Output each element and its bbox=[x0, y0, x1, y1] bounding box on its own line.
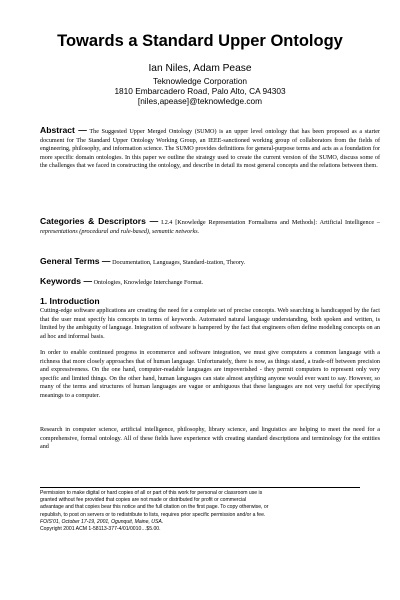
categories-heading: Categories & Descriptors — bbox=[40, 216, 159, 226]
permission-line: granted without fee provided that copies are not made or distributed for profit or commercial bbox=[40, 497, 247, 504]
introduction-heading: 1. Introduction bbox=[40, 296, 100, 306]
affiliation-address: 1810 Embarcadero Road, Palo Alto, CA 94303 bbox=[114, 86, 286, 96]
general-terms-section bbox=[40, 257, 380, 268]
permission-line: Permission to make digital or hard copies of all or part of this work for personal or classroom use is bbox=[40, 490, 263, 496]
copyright-notice: Copyright 2001 ACM 1-58113-377-4/01/0010…$5.00. bbox=[40, 526, 161, 533]
keywords-heading: Keywords — bbox=[40, 276, 93, 286]
introduction-paragraph-2: In order to enable continued progress in ecommerce and software integration, we must give computers a common language with a richness that more closely approaches that of human language. Unfortunately, there is now, as things stand, a trade-off between precision and expressiveness. On the one hand, computer-readable languages are impoverished - they permit computers to represent only very specific and limited things. On the other hand, human languages can state almost anything anyone would ever want to say. However, so many of the terms and structures of human languages are vague or ambiguous that these languages are not very useful for specifying meanings to a computer. bbox=[40, 350, 380, 399]
footer-divider bbox=[40, 487, 360, 488]
author-email: [niles,apease]@teknowledge.com bbox=[137, 96, 263, 106]
categories-text: I.2.4 [Knowledge Representation Formalisms and Methods]: Artificial Intelligence – bbox=[158, 220, 381, 226]
introduction-paragraph-1: Cutting-edge software applications are creating the need for a complete set of precise concepts. Web searching is handicapped by the fact that the user must specify his concepts in terms of keywords. Automated natural language understanding, both spoken and written, is limited by the ambiguity of language. Integration of software is hampered by the fact that engineers often define modeling concepts on an ad hoc and informal basis. bbox=[40, 308, 380, 340]
abstract-heading: Abstract — bbox=[40, 125, 87, 135]
general-terms-heading: General Terms — bbox=[40, 256, 111, 266]
author-names: Ian Niles, Adam Pease bbox=[148, 63, 252, 74]
categories-section bbox=[40, 217, 380, 236]
permission-footer bbox=[40, 490, 360, 533]
permission-line: advantage and that copies bear this notice and the full citation on the first page. To copy otherwise, or bbox=[40, 504, 269, 511]
conference-venue: FOIS’01, October 17-19, 2001, Ogunquit, Maine, USA. bbox=[40, 518, 164, 525]
permission-line: republish, to post on servers or to redistribute to lists, requires prior specific permission and/or a fee. bbox=[40, 511, 266, 518]
abstract-section bbox=[40, 126, 380, 171]
keywords-section bbox=[40, 277, 380, 288]
general-terms-text: Documentation, Languages, Standard-ization, Theory. bbox=[110, 260, 246, 266]
paper-title: Towards a Standard Upper Ontology bbox=[57, 32, 343, 50]
introduction-paragraph-3: Research in computer science, artificial intelligence, philosophy, library science, and linguistics are helping to meet the need for a comprehensive, formal ontology. All of these fields have experience with creating standard descriptions and terminology for the entities and bbox=[40, 427, 380, 451]
categories-italic-text: representations (procedural and rule-based), semantic networks. bbox=[40, 228, 200, 235]
keywords-text: Ontologies, Knowledge Interchange Format. bbox=[92, 280, 204, 286]
abstract-text: The Suggested Upper Merged Ontology (SUMO) is an upper level ontology that has been proposed as a starter document for The Standard Upper Ontology Working Group, an IEEE-sanctioned working group of collaborators from the fields of engineering, philosophy, and information science. The SUMO provides definitions for general-purpose terms and acts as a foundation for more specific domain ontologies. In this paper we outline the strategy used to create the current version of the SUMO, discuss some of the challenges that we faced in constructing the ontology, and describe in detail its most general concepts and the relations between them. bbox=[40, 129, 380, 170]
affiliation-organization: Teknowledge Corporation bbox=[152, 76, 248, 86]
